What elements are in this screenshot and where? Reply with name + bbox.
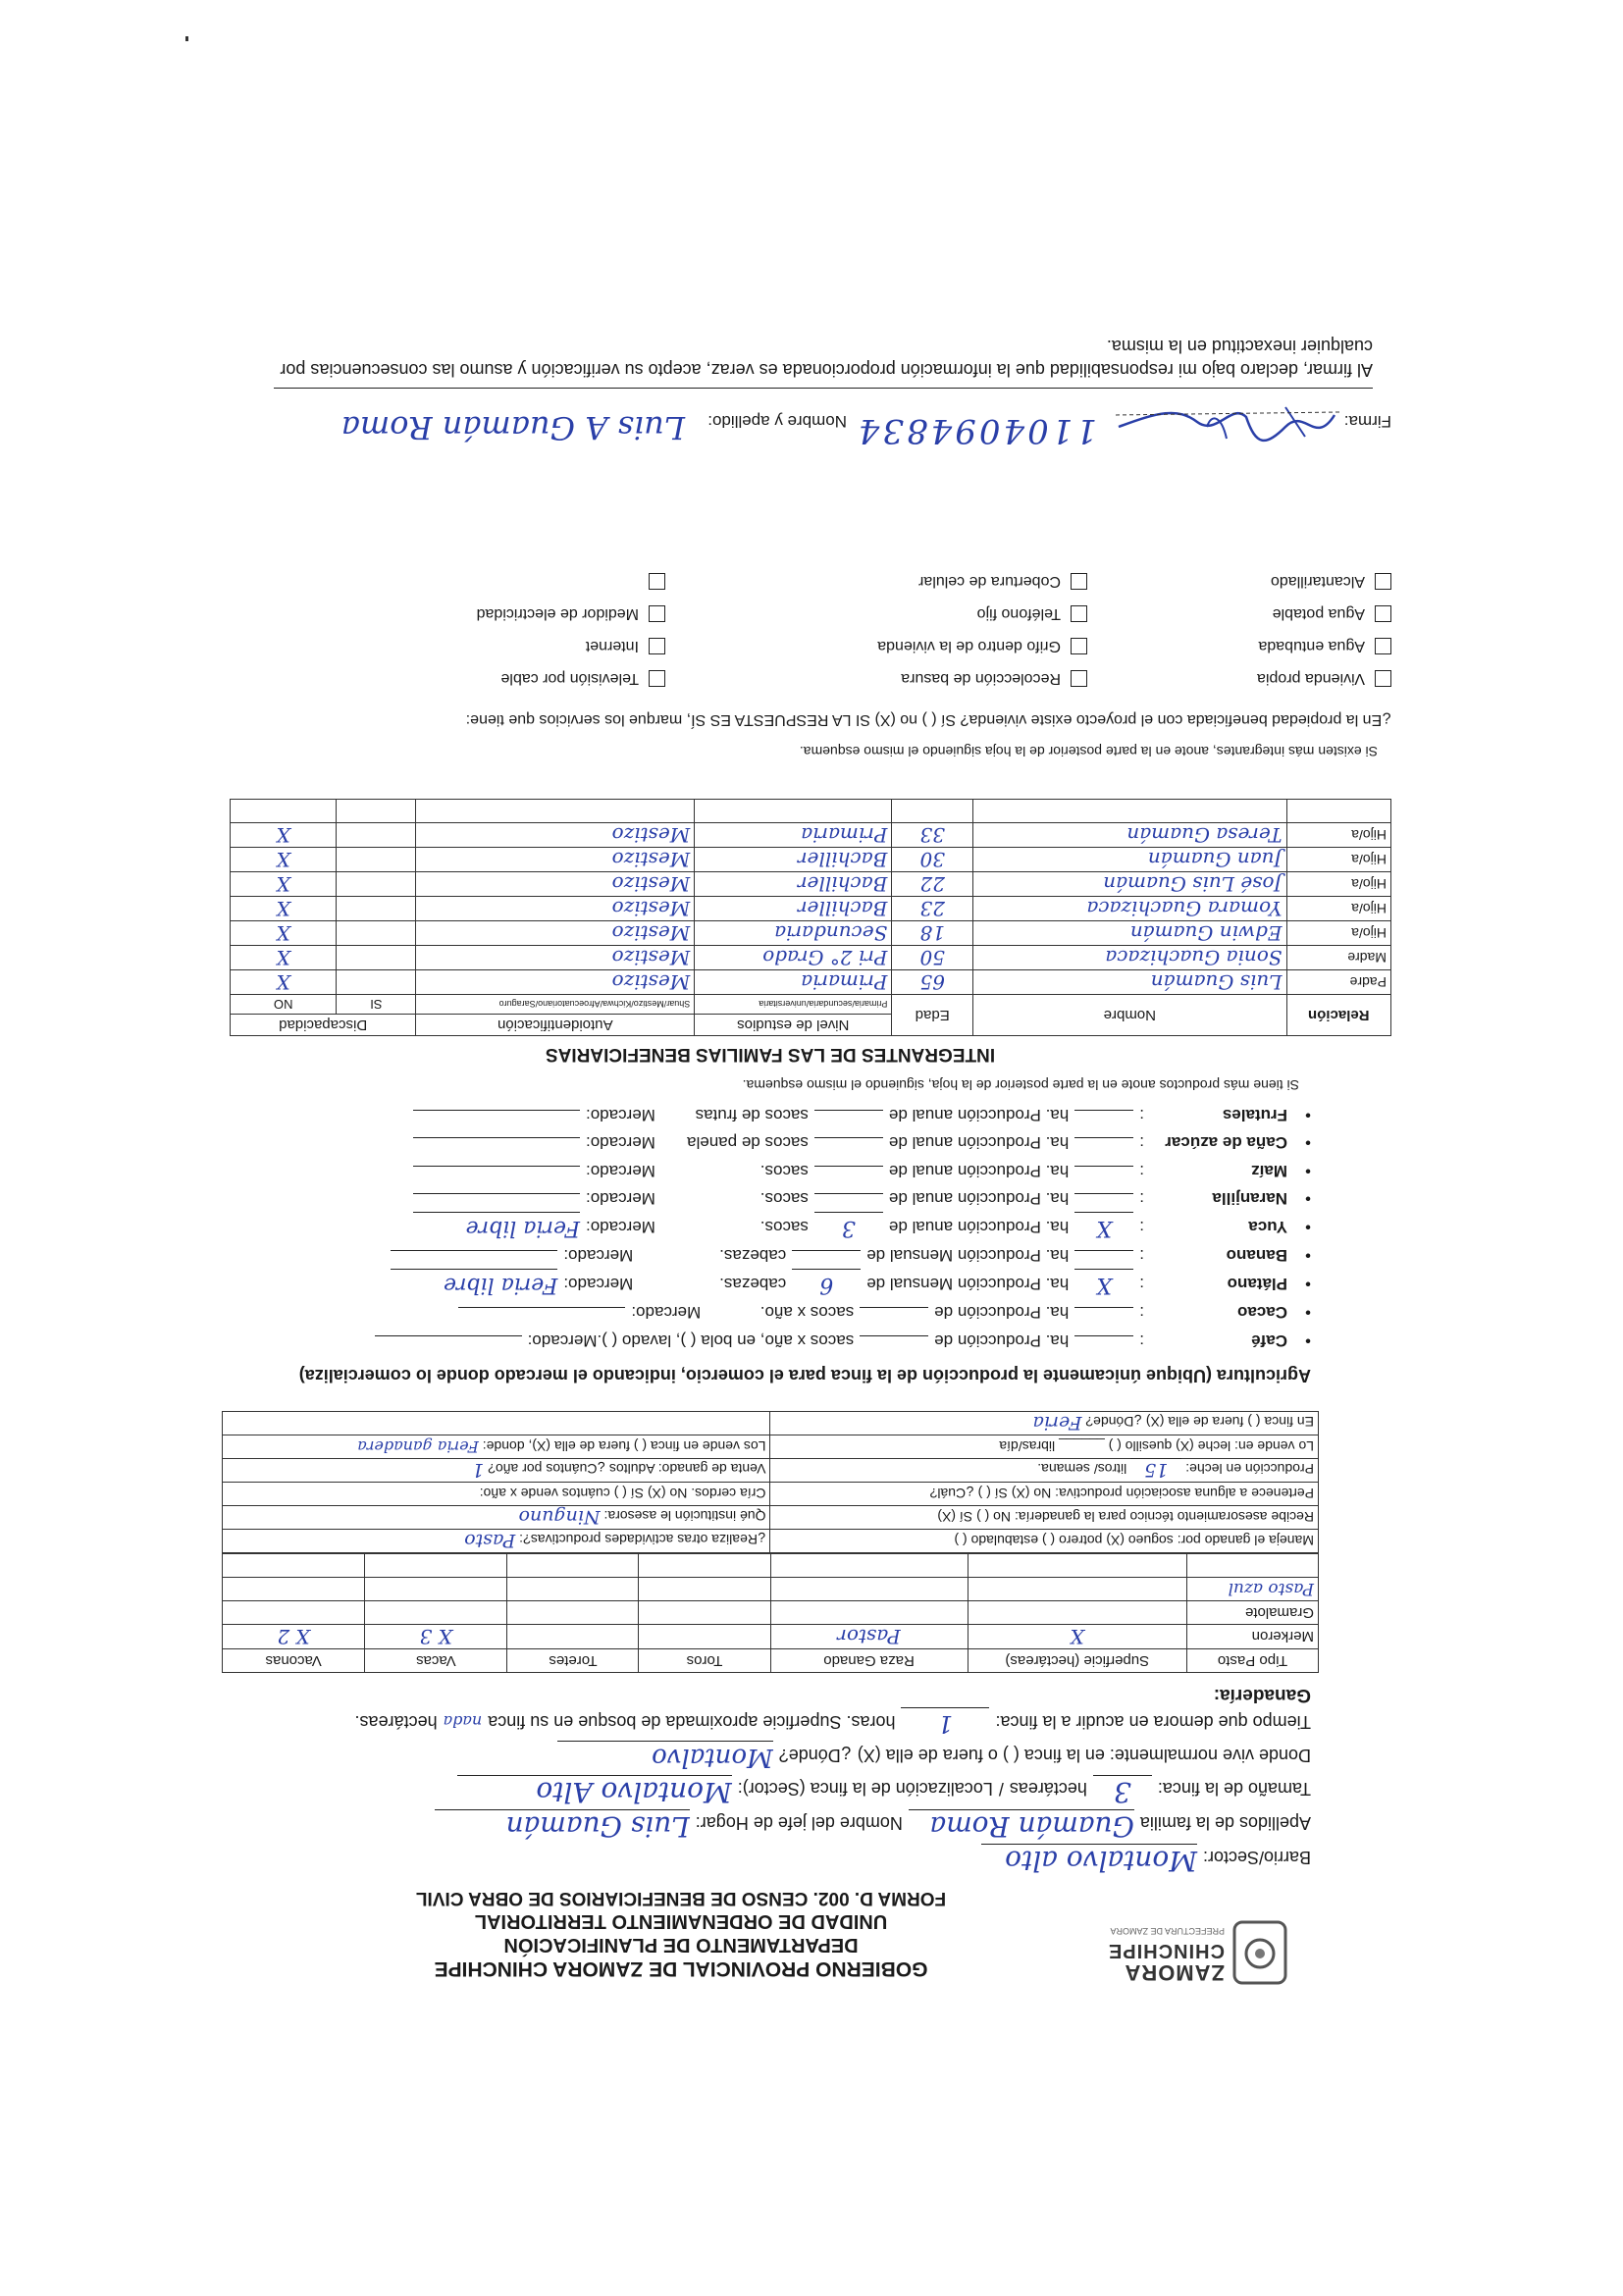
int-header: Edad (892, 995, 973, 1036)
table-cell: Merkeron (1186, 1625, 1318, 1649)
member-rel: Hijo/a (1286, 848, 1390, 872)
checkbox[interactable] (1375, 638, 1391, 654)
member-age: 30 (892, 848, 973, 872)
service-label: Televisión por cable (500, 670, 639, 687)
crop-market-label: Mercado: (563, 1275, 634, 1293)
logo-text-bottom: CHINCHIPE (1107, 1940, 1225, 1961)
crop-row: • Plátano : X ha. Producción Mensual de 6 cabezas. Mercado: Feria libre (212, 1270, 1311, 1299)
firma-block (214, 397, 1391, 456)
integrantes-note: Si existen más integrantes, anote en la parte posterior de la hoja siguiendo el mismo esquema. (799, 744, 1378, 759)
hectareas2-label: hectáreas. (354, 1712, 438, 1732)
general-info (183, 1705, 1311, 1876)
member-no: X (231, 970, 337, 995)
member-auto (416, 800, 695, 823)
crop-unit: sacos x año, en bola ( ), lavado ( ).Mercado: (527, 1331, 855, 1350)
tamano-label: Tamaño de la finca: (1157, 1779, 1311, 1799)
crop-prod-value (814, 1194, 883, 1195)
table-row (223, 1601, 1319, 1625)
member-edu: Primaria (695, 823, 892, 848)
localizacion-value: Montalvo Alto (457, 1775, 732, 1807)
member-si (337, 970, 416, 995)
crop-name: Banano (1226, 1246, 1287, 1266)
member-no: X (231, 848, 337, 872)
institution-line-1: GOBIERNO PROVINCIAL DE ZAMORA CHINCHIPE (434, 1957, 928, 1980)
barrio-label: Barrio/Sector: (1202, 1848, 1311, 1867)
member-edu: Bachiller (695, 872, 892, 897)
int-subheader: Primaria/secundaria/universitaria (695, 995, 892, 1015)
cedula-value: 1104094834 (855, 411, 1097, 450)
crop-prod-label: ha. Producción anual de (888, 1133, 1070, 1153)
table-row: Lo vende en: leche (X) quesillo ( ) ______ libras/día Los vende en finca ( ) fuera de ella (X), donde: Feria ganadera (223, 1435, 1319, 1459)
member-name (973, 800, 1286, 823)
table-row (223, 1530, 1319, 1553)
donde-value: Montalvo (557, 1741, 773, 1773)
crop-row: • Maíz : ha. Producción anual de sacos. Mercado: (212, 1157, 1311, 1185)
form-title: FORMA D. 002. CENSO DE BENEFICIARIOS DE OBRA CIVIL (415, 1888, 947, 1908)
member-rel: Hijo/a (1286, 872, 1390, 897)
table-row (223, 1578, 1319, 1601)
institucion-value: Ninguno (518, 1506, 601, 1529)
service-label: Internet (585, 638, 639, 654)
crop-ha: X (1074, 1213, 1133, 1242)
crop-name: Café (1251, 1331, 1287, 1350)
agricultura-note: Si tiene más productos anote en la parte posterior de la hoja, siguiendo el mismo esquema. (742, 1077, 1299, 1093)
tiempo-value: 1 (901, 1707, 989, 1740)
member-no: X (231, 897, 337, 921)
otras-label: ¿Realiza otras actividades productivas?: (519, 1532, 766, 1548)
crop-ha (1074, 1251, 1133, 1252)
member-name: Luis Guamán (973, 970, 1286, 995)
table-cell (507, 1625, 639, 1649)
litros-label: litros/ semana. (1037, 1461, 1127, 1478)
crop-market-label: Mercado: (586, 1189, 655, 1209)
crop-market (413, 1138, 580, 1139)
crop-ha (1074, 1138, 1133, 1139)
member-name: Teresa Guamán (973, 823, 1286, 848)
crop-ha: X (1074, 1270, 1133, 1299)
crop-unit: cabezas. (719, 1275, 787, 1293)
crop-prod-value (860, 1308, 928, 1309)
integrantes-table (230, 799, 1391, 1036)
crop-market-label: Mercado: (563, 1246, 634, 1266)
crop-market (458, 1308, 625, 1309)
table-row (231, 823, 1391, 848)
apellidos-value: Guamán Roma (909, 1809, 1134, 1842)
crop-market: Feria libre (413, 1213, 580, 1242)
leche-label: Producción en leche: (1185, 1461, 1314, 1478)
logo (995, 1918, 1289, 1987)
gan-header: Raza Ganado (770, 1649, 968, 1673)
member-name: Edwin Guamán (973, 921, 1286, 946)
apellidos-label: Apellidos de la familia (1139, 1813, 1311, 1833)
crop-market (375, 1335, 522, 1336)
crop-prod-value (814, 1110, 883, 1111)
crop-prod-label: ha. Producción anual de (888, 1162, 1070, 1180)
crop-market (391, 1251, 557, 1252)
int-subheader: SI (337, 995, 416, 1015)
gan-header: Superficie (hectáreas) (968, 1649, 1186, 1673)
crop-market-label: Mercado: (586, 1162, 655, 1180)
servicios-grid (234, 565, 1391, 695)
checkbox[interactable] (1071, 638, 1087, 654)
member-auto: Mestizo (416, 946, 695, 970)
ganaderia-section (222, 1411, 1319, 1673)
member-auto: Mestizo (416, 921, 695, 946)
member-edu: Primaria (695, 970, 892, 995)
checkbox[interactable] (1071, 573, 1087, 590)
crop-row: • Café : ha. Producción de sacos x año, en bola ( ), lavado ( ).Mercado: (212, 1327, 1311, 1355)
member-auto: Mestizo (416, 970, 695, 995)
nombre-value: Luis A Guamán Roma (340, 409, 685, 446)
cuantos-value: 1 (472, 1459, 485, 1482)
crop-market: Feria libre (391, 1270, 557, 1299)
vende-finca-value: Feria ganadera (357, 1437, 479, 1456)
crop-name: Maíz (1251, 1162, 1287, 1180)
crop-prod-label: ha. Producción Mensual de (866, 1246, 1070, 1266)
member-si (337, 800, 416, 823)
table-row (231, 921, 1391, 946)
institution-line-2: DEPARTAMENTO DE PLANIFICACIÓN (503, 1934, 859, 1956)
int-header: Relación (1286, 995, 1390, 1036)
member-name: Yomara Guachizaca (973, 897, 1286, 921)
crop-row: • Yuca : X ha. Producción anual de 3 sacos. Mercado: Feria libre (212, 1213, 1311, 1242)
crop-name: Plátano (1227, 1275, 1287, 1293)
crop-name: Naranjilla (1212, 1189, 1287, 1209)
crop-prod-value: 3 (814, 1213, 883, 1242)
crop-market-label: Mercado: (586, 1218, 655, 1236)
member-no: X (231, 946, 337, 970)
crop-market-label: Mercado: (586, 1133, 655, 1153)
member-age: 22 (892, 872, 973, 897)
donde-vive-label: Donde vive normalmente: en la finca ( ) o fuera de ella (X) (857, 1746, 1311, 1765)
en-finca-label: En finca ( ) fuera de ella (X) (1145, 1414, 1314, 1431)
gan-header: Vaconas (223, 1649, 365, 1673)
table-row (223, 1483, 1319, 1506)
crop-prod-label: ha. Producción Mensual de (866, 1275, 1070, 1293)
crop-market (413, 1194, 580, 1195)
crop-unit: sacos de panela (687, 1133, 809, 1153)
crop-market (413, 1166, 580, 1167)
table-row (231, 800, 1391, 823)
jefe-label: Nombre del jefe de Hogar: (695, 1813, 903, 1833)
service-label: Teléfono fijo (976, 605, 1061, 622)
member-age: 18 (892, 921, 973, 946)
crop-market-label: Mercado: (586, 1106, 655, 1124)
scan-speck (185, 36, 188, 41)
crop-unit: sacos. (759, 1218, 809, 1236)
horas-label: horas. Superficie aproximada de bosque en su finca (488, 1712, 896, 1732)
table-row (223, 1625, 1319, 1649)
servicios-question: ¿En la propiedad beneficiada con el proyecto existe vivienda? Sí ( ) no (X) SI LA RESPUESTA ES SÍ, marque los servicios que tiene: (465, 711, 1391, 728)
member-auto: Mestizo (416, 872, 695, 897)
crop-prod-label: ha. Producción de (934, 1331, 1070, 1350)
crop-prod-value (792, 1251, 861, 1252)
table-cell: X 2 (223, 1625, 365, 1649)
gan-header: Tipo Pasto (1186, 1649, 1318, 1673)
int-header: Autoidentificación (416, 1015, 695, 1036)
asociacion-cell: Pertenece a alguna asociación productiva: No (X) Sí ( ) ¿Cuál? (770, 1483, 1319, 1506)
crop-unit: sacos x año. (759, 1303, 855, 1323)
crop-unit: sacos. (759, 1189, 809, 1209)
gan-header: Toretes (507, 1649, 639, 1673)
int-subheader: NO (231, 995, 337, 1015)
donde2-value: Feria (1032, 1412, 1082, 1435)
service-label: Recolección de basura (901, 670, 1061, 687)
table-row (223, 1506, 1319, 1530)
member-edu: Bachiller (695, 848, 892, 872)
slash: / (998, 1779, 1004, 1799)
otras-value: Pasto (464, 1530, 516, 1552)
member-si (337, 946, 416, 970)
declaracion-text (274, 335, 1373, 389)
checkbox[interactable] (649, 573, 665, 590)
member-age: 23 (892, 897, 973, 921)
member-rel: Hijo/a (1286, 921, 1390, 946)
service-label: Agua potable (1272, 605, 1365, 622)
service-label: Grifo dentro de la vivienda (877, 638, 1061, 654)
ganaderia-details-table (222, 1411, 1319, 1553)
crop-row: • Naranjilla : ha. Producción anual de sacos. Mercado: (212, 1184, 1311, 1213)
member-age: 65 (892, 970, 973, 995)
crop-prod-label: ha. Producción de (934, 1303, 1070, 1323)
crop-name: Frutales (1222, 1106, 1287, 1124)
tamano-value: 3 (1093, 1775, 1152, 1807)
service-label: Vivienda propia (1256, 670, 1365, 687)
bosque-value: nada (443, 1712, 483, 1731)
table-row (231, 848, 1391, 872)
checkbox[interactable] (649, 670, 665, 687)
logo-caption: PREFECTURA DE ZAMORA (1110, 1926, 1225, 1936)
cuantos-label: ¿Cuántos por año? (488, 1461, 606, 1478)
checkbox[interactable] (1375, 573, 1391, 590)
crop-market-label: Mercado: (631, 1303, 702, 1323)
member-si (337, 921, 416, 946)
crop-unit: sacos de frutas (695, 1106, 809, 1124)
member-edu: Pri 2° Grado (695, 946, 892, 970)
barrio-value: Montalvo alto (981, 1844, 1197, 1876)
service-label: Alcantarillado (1270, 573, 1365, 590)
crop-unit: cabezas. (719, 1246, 787, 1266)
institucion-label: Qué institución le asesora: (603, 1508, 766, 1525)
header-block (328, 1886, 1034, 1980)
declaracion: Al firmar, declaro bajo mi responsabilidad que la información proporcionada es veraz, acepto su verificación y asumo las consecuencias por cualquier inexactitud en la misma. (280, 337, 1373, 380)
agricultura-title: Agricultura (Ubique únicamente la producción de la finca para el comercio, indicando el mercado donde lo comercializa) (298, 1366, 1311, 1385)
donde2-label: ¿Dónde? (1085, 1414, 1142, 1431)
checkbox[interactable] (1071, 605, 1087, 622)
table-row (231, 970, 1391, 995)
maneja-cell: Maneja el ganado por: sogueo (X) potrero ( ) estabulado ( ) (770, 1530, 1319, 1553)
crop-row: • Cacao : ha. Producción de sacos x año. Mercado: (212, 1298, 1311, 1327)
logo-text-top: ZAMORA (1124, 1960, 1225, 1985)
table-cell (639, 1625, 770, 1649)
crop-row: • Frutales : ha. Producción anual de sacos de frutas Mercado: (212, 1101, 1311, 1129)
member-name: Sonia Guachizaca (973, 946, 1286, 970)
table-cell: X (968, 1625, 1186, 1649)
member-rel: Hijo/a (1286, 897, 1390, 921)
member-edu (695, 800, 892, 823)
member-auto: Mestizo (416, 823, 695, 848)
vende-finca-label: Los vende en finca ( ) fuera de ella (X), donde: (482, 1438, 766, 1454)
crop-row: • Banano : ha. Producción Mensual de cabezas. Mercado: (212, 1241, 1311, 1270)
member-si (337, 872, 416, 897)
table-cell: Pasto azul (1186, 1578, 1318, 1601)
crop-row: • Caña de azúcar : ha. Producción anual de sacos de panela Mercado: (212, 1128, 1311, 1157)
crop-ha (1074, 1335, 1133, 1336)
member-age: 33 (892, 823, 973, 848)
table-row (231, 946, 1391, 970)
service-label: Cobertura de celular (918, 573, 1061, 590)
member-no: X (231, 872, 337, 897)
crop-prod-label: ha. Producción anual de (888, 1106, 1070, 1124)
table-cell: Pastor (770, 1625, 968, 1649)
checkbox[interactable] (1375, 605, 1391, 622)
member-no: X (231, 921, 337, 946)
member-si (337, 823, 416, 848)
signature-drawing (1109, 397, 1344, 456)
crop-prod-value (814, 1138, 883, 1139)
checkbox[interactable] (1375, 670, 1391, 687)
crop-prod-value: 6 (792, 1270, 861, 1299)
table-row (223, 1412, 1319, 1435)
member-si (337, 897, 416, 921)
int-header: Nivel de estudios (695, 1015, 892, 1036)
table-cell: Gramalote (1186, 1601, 1318, 1625)
member-edu: Bachiller (695, 897, 892, 921)
prefecture-seal-icon (1230, 1918, 1289, 1987)
asesoramiento-cell: Recibe asesoramiento técnico para la ganadería: No ( ) Sí (X) (770, 1506, 1319, 1530)
agricultura-list (212, 1101, 1311, 1355)
donde-label: ¿Dónde? (778, 1746, 852, 1765)
institution-line-3: UNIDAD DE ORDENAMIENTO TERRITORIAL (474, 1910, 888, 1932)
table-cell: X 3 (365, 1625, 507, 1649)
checkbox[interactable] (1071, 670, 1087, 687)
crop-name: Caña de azúcar (1165, 1133, 1287, 1153)
jefe-value: Luis Guamán (435, 1809, 690, 1842)
crop-market (413, 1110, 580, 1111)
crop-ha (1074, 1110, 1133, 1111)
servicios-col2 (665, 565, 1087, 695)
member-name: Juan Guamán (973, 848, 1286, 872)
ganaderia-table (222, 1553, 1319, 1673)
gan-header: Toros (639, 1649, 770, 1673)
checkbox[interactable] (649, 638, 665, 654)
member-rel (1286, 800, 1390, 823)
firma-label: Firma: (1343, 412, 1391, 431)
member-name: José Luis Guamán (973, 872, 1286, 897)
servicios-col3 (312, 565, 665, 695)
crop-prod-label: ha. Producción anual de (888, 1189, 1070, 1209)
crop-unit: sacos. (759, 1162, 809, 1180)
member-age (892, 800, 973, 823)
cerdos-cell: Cría cerdos. No (X) Sí ( ) cuántos vende x año: (223, 1483, 771, 1506)
vende-leche-label: Lo vende en: leche (X) quesillo ( ) (1108, 1438, 1314, 1455)
member-si (337, 848, 416, 872)
crop-ha (1074, 1308, 1133, 1309)
member-age: 50 (892, 946, 973, 970)
tiempo-label: Tiempo que demora en acudir a la finca: (995, 1712, 1311, 1732)
crop-prod-value (814, 1166, 883, 1167)
table-row (231, 872, 1391, 897)
member-no: X (231, 823, 337, 848)
leche-value: 15 (1130, 1459, 1181, 1482)
hectareas-label: hectáreas (1009, 1779, 1087, 1799)
member-no (231, 800, 337, 823)
localizacion-label: Localización de la finca (Sector): (737, 1779, 993, 1799)
libras-label: libras/día (999, 1438, 1056, 1455)
integrantes-title: INTEGRANTES DE LAS FAMILIAS BENEFICIARIAS (545, 1044, 996, 1065)
member-rel: Hijo/a (1286, 823, 1390, 848)
venta-ganado-label: Venta de ganado: Adultos (608, 1461, 766, 1478)
crop-prod-label: ha. Producción anual de (888, 1218, 1070, 1236)
service-label: Agua entubada (1258, 638, 1365, 654)
member-rel: Padre (1286, 970, 1390, 995)
int-header: Discapacidad (231, 1015, 416, 1036)
crop-ha (1074, 1194, 1133, 1195)
crop-prod-value (860, 1335, 928, 1336)
int-header: Nombre (973, 995, 1286, 1036)
member-edu: Secundaria (695, 921, 892, 946)
member-rel: Madre (1286, 946, 1390, 970)
member-auto: Mestizo (416, 848, 695, 872)
int-subheader: Shuar/Mestizo/Kichwa/Afroecuatoriano/Saraguro (416, 995, 695, 1015)
crop-ha (1074, 1166, 1133, 1167)
integrantes-section (230, 799, 1391, 1036)
crop-name: Yuca (1248, 1218, 1287, 1236)
service-label: Medidor de electricidad (476, 605, 639, 622)
table-row (223, 1554, 1319, 1578)
checkbox[interactable] (649, 605, 665, 622)
crop-name: Cacao (1236, 1303, 1287, 1323)
table-row (231, 897, 1391, 921)
gan-header: Vacas (365, 1649, 507, 1673)
table-row (223, 1459, 1319, 1483)
member-auto: Mestizo (416, 897, 695, 921)
nombre-label: Nombre y apellido: (707, 412, 847, 431)
ganaderia-title: Ganadería: (1213, 1685, 1311, 1705)
servicios-col1 (1087, 565, 1391, 695)
